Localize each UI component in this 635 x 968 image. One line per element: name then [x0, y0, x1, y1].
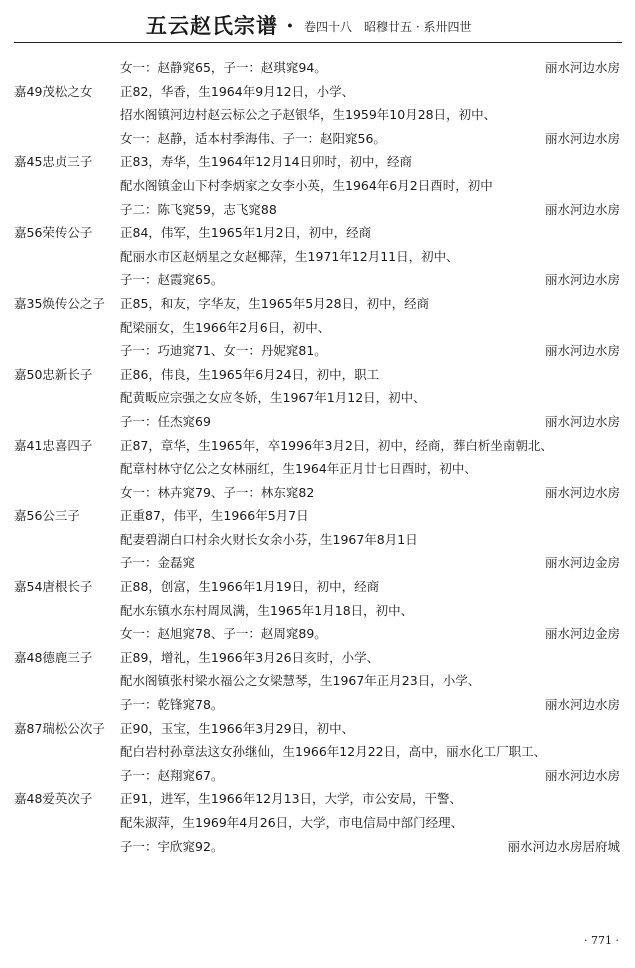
branch-location: 丽水河边水房 — [544, 272, 620, 288]
entry-name: 嘉41忠喜四子 — [14, 437, 93, 453]
entry-name: 嘉45忠贞三子 — [14, 154, 93, 170]
record-text: 子一：任杰窕69 — [120, 413, 211, 429]
entry-line — [14, 787, 622, 811]
branch-location: 丽水河边水房 — [544, 130, 620, 146]
entry-line — [14, 504, 622, 528]
entry-name: 嘉48爱英次子 — [14, 791, 93, 807]
entry-line — [14, 150, 622, 174]
genealogy-content — [14, 56, 622, 858]
record-text: 招水阁镇河边村赵云标公之子赵银华，生1959年10月28日，初中、 — [120, 107, 497, 123]
entry-line — [14, 434, 622, 458]
record-text: 正91，进军，生1966年12月13日，大学，市公安局，干警、 — [120, 791, 463, 807]
entry-line — [14, 103, 622, 127]
record-text: 配朱淑萍，生1969年4月26日，大学，市电信局中部门经理、 — [120, 815, 464, 830]
entry-line — [14, 646, 622, 670]
continuation-line — [14, 56, 622, 80]
entry-line — [14, 316, 622, 340]
branch-location: 丽水河边水房 — [544, 343, 620, 359]
record-text: 正重87，伟平，生1966年5月7日 — [120, 508, 309, 524]
record-text: 配水阁镇金山下村李炳家之女李小英，生1964年6月2日酉时，初中 — [120, 177, 493, 193]
record-text: 正90，玉宝，生1966年3月29日，初中、 — [120, 720, 355, 736]
record-text: 正83，寿华，生1964年12月14日卯时，初中，经商 — [120, 154, 413, 170]
branch-location: 丽水河边水房 — [544, 60, 620, 75]
entry-name: 嘉56公三子 — [14, 508, 80, 524]
entry-line — [14, 669, 622, 693]
branch-location: 丽水河边水房 — [544, 201, 620, 217]
entry-line — [14, 740, 622, 764]
record-text: 女一：赵静窕65，子一：赵琪窕94。 — [120, 60, 327, 75]
entry-line — [14, 693, 622, 717]
entry-name: 嘉48德鹿三子 — [14, 649, 93, 665]
branch-location: 丽水河边金房 — [544, 626, 620, 642]
record-text: 配妻碧湖白口村余火财长女余小芬，生1967年8月1日 — [120, 531, 418, 547]
entry-line — [14, 268, 622, 292]
record-text: 配章村林守亿公之女林丽红，生1964年正月廿七日酉时，初中、 — [120, 461, 477, 477]
branch-location: 丽水河边水房 — [544, 697, 620, 713]
branch-location: 丽水河边水房居府城 — [507, 838, 620, 854]
record-text: 子一：赵翔窕67。 — [120, 767, 224, 783]
entry-name: 嘉56荣传公子 — [14, 225, 93, 241]
record-text: 正89，增礼，生1966年3月26日亥时，小学、 — [120, 649, 380, 665]
page-number: · 771 · — [584, 934, 619, 947]
record-text: 子二：陈飞窕59，志飞窕88 — [120, 201, 277, 217]
entry-name: 嘉54唐根长子 — [14, 579, 93, 595]
entry-line — [14, 127, 622, 151]
entry-line — [14, 481, 622, 505]
entry-line — [14, 457, 622, 481]
record-text: 配水阁镇张村梁水福公之女梁慧琴，生1967年正月23日，小学、 — [120, 673, 481, 689]
entry-line — [14, 811, 622, 835]
entry-line — [14, 339, 622, 363]
entry-line — [14, 292, 622, 316]
record-text: 正84，伟军，生1965年1月2日，初中，经商 — [120, 225, 372, 241]
entry-line — [14, 551, 622, 575]
record-text: 配梁丽女，生1966年2月6日，初中、 — [120, 319, 331, 335]
record-text: 配水东镇水东村周凤满，生1965年1月18日，初中、 — [120, 602, 414, 618]
entry-line — [14, 363, 622, 387]
record-text: 正82，华香，生1964年9月12日，小学、 — [120, 83, 355, 99]
genealogy-entry — [14, 504, 622, 575]
genealogy-entry — [14, 787, 622, 858]
volume-subtitle: 卷四十八 昭穆廿五 · 系卅四世 — [304, 20, 472, 34]
record-text: 子一：赵霞窕65。 — [120, 272, 224, 288]
record-text: 子一：金磊窕 — [120, 555, 196, 571]
record-text: 子一：巧迪窕71、女一：丹妮窕81。 — [120, 343, 327, 359]
entry-line — [14, 835, 622, 859]
genealogy-entry — [14, 434, 622, 505]
entry-line — [14, 174, 622, 198]
record-text: 子一：乾锋窕78。 — [120, 697, 224, 713]
record-text: 正86，伟良，生1965年6月24日，初中，职工 — [120, 366, 380, 382]
genealogy-entry — [14, 80, 622, 151]
genealogy-entry — [14, 363, 622, 434]
page-header — [14, 6, 622, 43]
entry-line — [14, 528, 622, 552]
entry-line — [14, 575, 622, 599]
record-text: 女一：赵旭窕78、子一：赵周窕89。 — [120, 626, 327, 642]
record-text: 配黄畈应宗强之女应冬娇，生1967年1月12日，初中、 — [120, 390, 426, 406]
branch-location: 丽水河边金房 — [544, 555, 620, 571]
entry-name: 嘉50忠新长子 — [14, 366, 93, 382]
genealogy-entry — [14, 575, 622, 646]
record-text: 子一：宇欣窕92。 — [120, 838, 224, 854]
entry-line — [14, 717, 622, 741]
entry-name: 嘉49茂松之女 — [14, 83, 93, 99]
record-text: 配白岩村孙章法这女孙继仙，生1966年12月22日，高中，丽水化工厂职工、 — [120, 744, 547, 760]
branch-location: 丽水河边水房 — [544, 484, 620, 500]
genealogy-entry — [14, 150, 622, 221]
entry-line — [14, 221, 622, 245]
entry-name: 嘉87瑞松公次子 — [14, 720, 105, 736]
entry-line — [14, 198, 622, 222]
entry-name: 嘉35焕传公之子 — [14, 295, 105, 311]
entry-line — [14, 599, 622, 623]
record-text: 正87，章华，生1965年，卒1996年3月2日，初中，经商，葬白析坐南朝北、 — [120, 437, 553, 453]
entry-line — [14, 764, 622, 788]
record-text: 配丽水市区赵炳星之女赵椰萍，生1971年12月11日，初中、 — [120, 248, 459, 264]
entry-line — [14, 80, 622, 104]
record-text: 女一：林卉窕79、子一：林东窕82 — [120, 484, 315, 500]
branch-location: 丽水河边水房 — [544, 413, 620, 429]
genealogy-entry — [14, 221, 622, 292]
genealogy-title: 五云赵氏宗谱 · — [146, 13, 295, 38]
record-text: 正88，创富，生1966年1月19日，初中，经商 — [120, 579, 380, 595]
entry-line — [14, 622, 622, 646]
branch-location: 丽水河边水房 — [544, 767, 620, 783]
record-text: 女一：赵静，适本村季海伟、子一：赵阳窕56。 — [120, 130, 386, 146]
genealogy-entry — [14, 292, 622, 363]
entry-line — [14, 410, 622, 434]
entry-line — [14, 245, 622, 269]
genealogy-entry — [14, 717, 622, 788]
genealogy-entry — [14, 646, 622, 717]
entry-line — [14, 386, 622, 410]
record-text: 正85，和友，字华友，生1965年5月28日，初中，经商 — [120, 295, 430, 311]
